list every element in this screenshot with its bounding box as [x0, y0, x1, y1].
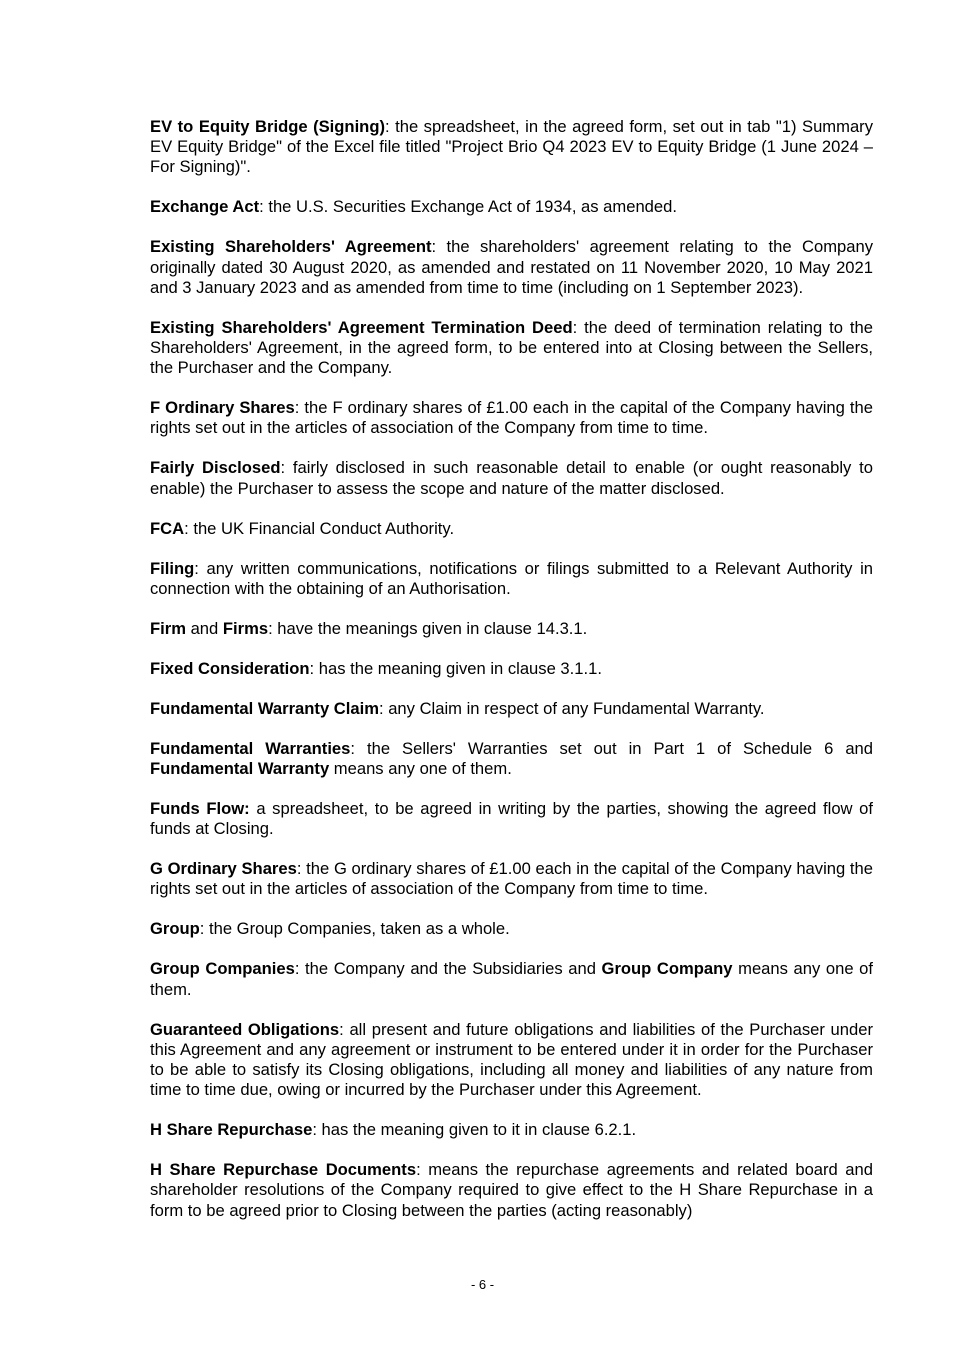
defined-term: F Ordinary Shares [150, 398, 295, 418]
defined-term: G Ordinary Shares [150, 859, 297, 879]
definition-text: and [185, 618, 223, 638]
defined-term: H Share Repurchase Documents [150, 1160, 417, 1180]
definition-entry [150, 237, 873, 298]
definition-entry [150, 1160, 873, 1221]
definition-text: means any one of them. [150, 959, 874, 999]
definition-text: : have the meanings given in clause 14.3.1. [268, 618, 588, 638]
definition-entry [150, 659, 873, 679]
defined-term: Funds Flow: [150, 799, 250, 819]
definition-text: : fairly disclosed in such reasonable detail to enable (or ought reasonably to enable) the Purchaser to assess the scope and nature of the matter disclosed. [150, 458, 873, 498]
definition-entry [150, 919, 873, 939]
page-number: - 6 - [470, 1277, 495, 1292]
definition-text: : the G ordinary shares of £1.00 each in the capital of the Company having the rights set out in the articles of association of the Company from time to time. [150, 859, 873, 899]
definition-entry [150, 859, 873, 899]
definition-text: : means the repurchase agreements and related board and shareholder resolutions of the Company required to give effect to the H Share Repurchase in a form to be agreed prior to Closing between the parties (acting reasonably) [150, 1160, 873, 1220]
defined-term: Existing Shareholders' Agreement Termination Deed [150, 317, 573, 337]
defined-term: Fixed Consideration [150, 658, 310, 678]
defined-term: Group Company [601, 959, 733, 979]
definition-entry [150, 318, 873, 379]
definition-text: : all present and future obligations and liabilities of the Purchaser under this Agreement and any agreement or instrument to be entered under it in order for the Purchaser to be able to satisfy its Closing obligations, including all money and liabilities of any nature from time to time due, owing or incurred by the Purchaser under this Agreement. [150, 1019, 873, 1100]
defined-term: Guaranteed Obligations [150, 1019, 340, 1039]
defined-term: Fundamental Warranties [150, 738, 351, 758]
definition-entry [150, 699, 873, 719]
defined-term: Firm [150, 618, 186, 638]
definition-text: : the Group Companies, taken as a whole. [199, 919, 510, 939]
definition-text: : the UK Financial Conduct Authority. [184, 518, 455, 538]
defined-term: H Share Repurchase [150, 1120, 313, 1140]
definition-entry [150, 619, 873, 639]
defined-term: FCA [150, 518, 185, 538]
definition-text: a spreadsheet, to be agreed in writing by the parties, showing the agreed flow of funds at Closing. [150, 799, 873, 839]
definition-text: : the shareholders' agreement relating to the Company originally dated 30 August 2020, as amended and restated on 11 November 2020, 10 May 2021 and 3 January 2023 and as amended from time to time (including on 1 September 2023). [150, 237, 873, 297]
definition-text: : the Sellers' Warranties set out in Part 1 of Schedule 6 and [350, 738, 873, 758]
definition-entry [150, 959, 873, 999]
defined-term: Group [150, 919, 200, 939]
definition-entry [150, 458, 873, 498]
defined-term: Fundamental Warranty [150, 759, 330, 779]
defined-term: Existing Shareholders' Agreement [150, 237, 432, 257]
defined-term: Exchange Act [150, 197, 260, 217]
definition-entry [150, 739, 873, 779]
defined-term: Filing [150, 558, 195, 578]
definition-text: : the spreadsheet, in the agreed form, set out in tab "1) Summary EV Equity Bridge" of the Excel file titled "Project Brio Q4 2023 EV to Equity Bridge (1 June 2024 – For Signing)". [150, 117, 873, 177]
definition-text: : has the meaning given in clause 3.1.1. [309, 658, 602, 678]
definition-text: : the deed of termination relating to the Shareholders' Agreement, in the agreed form, to be entered into at Closing between the Sellers, the Purchaser and the Company. [150, 317, 873, 378]
definition-text: : the U.S. Securities Exchange Act of 1934, as amended. [259, 197, 677, 217]
definition-entry [150, 1020, 873, 1101]
definitions-list [150, 117, 873, 1221]
definition-text: : any Claim in respect of any Fundamental Warranty. [378, 698, 765, 718]
definition-text: : the F ordinary shares of £1.00 each in the capital of the Company having the rights set out in the articles of association of the Company from time to time. [150, 398, 873, 438]
definition-text: : has the meaning given to it in clause 6.2.1. [312, 1120, 637, 1140]
definition-text: : any written communications, notifications or filings submitted to a Relevant Authority in connection with the obtaining of an Authorisation. [150, 558, 873, 598]
definition-entry [150, 1120, 873, 1140]
definition-entry [150, 117, 873, 178]
defined-term: Fundamental Warranty Claim [150, 698, 379, 718]
definition-entry [150, 398, 873, 438]
definition-entry [150, 559, 873, 599]
defined-term: Group Companies [150, 959, 295, 979]
definition-text: means any one of them. [329, 759, 512, 779]
defined-term: Firms [222, 618, 269, 638]
definition-entry [150, 519, 873, 539]
defined-term: EV to Equity Bridge (Signing) [150, 117, 385, 136]
definition-text: : the Company and the Subsidiaries and [294, 959, 602, 979]
definition-entry [150, 799, 873, 839]
definition-entry [150, 197, 873, 217]
defined-term: Fairly Disclosed [150, 458, 281, 478]
